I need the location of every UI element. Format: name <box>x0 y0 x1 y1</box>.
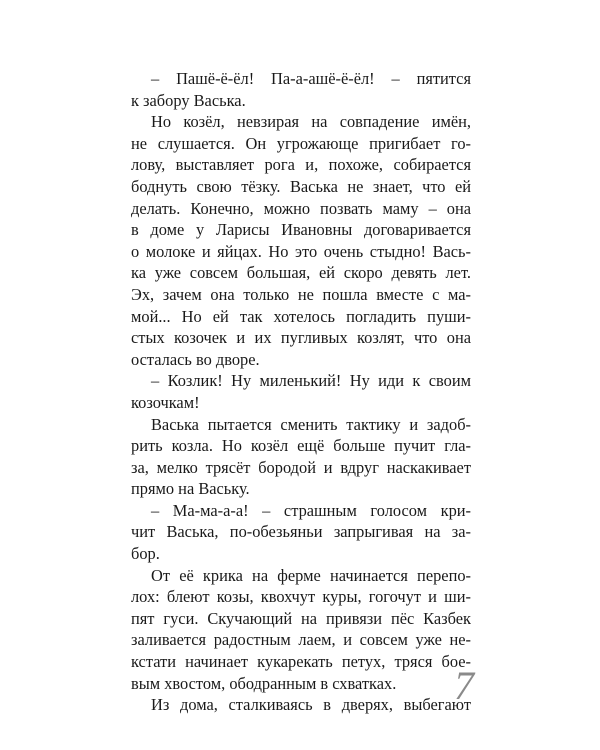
text-line: прямо на Ваську. <box>131 479 250 499</box>
text-line: вым хвостом, ободранным в схватках. <box>131 673 397 693</box>
text-line: – Ма-ма-а-а! – страшным голосом кри- <box>151 500 471 520</box>
text-line: кстати начинает кукарекать петух, тряся бое- <box>131 652 471 672</box>
paragraph <box>131 500 471 565</box>
text-line: ка уже совсем большая, ей скоро девять лет. <box>131 263 471 283</box>
paragraph <box>131 370 471 413</box>
paragraph <box>131 111 471 370</box>
text-line: лову, выставляет рога и, похоже, собирается <box>131 155 471 175</box>
text-line: Из дома, сталкиваясь в дверях, выбегают <box>151 695 471 715</box>
text-line: в доме у Ларисы Ивановны договаривается <box>131 220 471 240</box>
text-line: не слушается. Он угрожающе пригибает го- <box>131 133 471 153</box>
paragraph <box>131 414 471 500</box>
page-number: 7 <box>454 663 474 708</box>
text-line: за, мелко трясёт бородой и вдруг наскакивает <box>131 457 471 477</box>
text-line: – Козлик! Ну миленький! Ну иди к своим <box>151 371 471 391</box>
text-line: рить козла. Но козёл ещё больше пучит гла- <box>131 436 471 456</box>
text-line: Но козёл, невзирая на совпадение имён, <box>151 112 471 132</box>
text-line: Васька пытается сменить тактику и задоб- <box>151 414 471 434</box>
text-line: бор. <box>131 544 160 564</box>
paragraph <box>131 694 471 716</box>
text-line: мой... Но ей так хотелось погладить пуши- <box>131 306 471 326</box>
text-line: делать. Конечно, можно позвать маму – она <box>131 198 471 218</box>
paragraph <box>131 565 471 695</box>
text-line: пят гуси. Скучающий на привязи пёс Казбек <box>131 608 471 628</box>
text-line: боднуть свою тёзку. Васька не знает, что ей <box>131 176 471 196</box>
text-line: чит Васька, по-обезьяньи запрыгивая на за- <box>131 522 471 542</box>
text-line: к забору Васька. <box>131 90 246 110</box>
text-line: лох: блеют козы, квохчут куры, гогочут и ши- <box>131 587 471 607</box>
text-line: стых козочек и их пугливых козлят, что она <box>131 328 471 348</box>
text-line: – Пашё-ё-ёл! Па-а-ашё-ё-ёл! – пятится <box>151 69 471 88</box>
text-line: От её крика на ферме начинается перепо- <box>151 565 471 585</box>
page-body <box>131 68 471 716</box>
text-line: осталась во дворе. <box>131 349 260 369</box>
text-line: заливается радостным лаем, и совсем уже не- <box>131 630 471 650</box>
text-line: козочкам! <box>131 392 200 412</box>
paragraph <box>131 68 471 111</box>
text-line: Эх, зачем она только не пошла вместе с ма- <box>131 284 471 304</box>
text-line: о молоке и яйцах. Но это очень стыдно! Вась- <box>131 241 471 261</box>
